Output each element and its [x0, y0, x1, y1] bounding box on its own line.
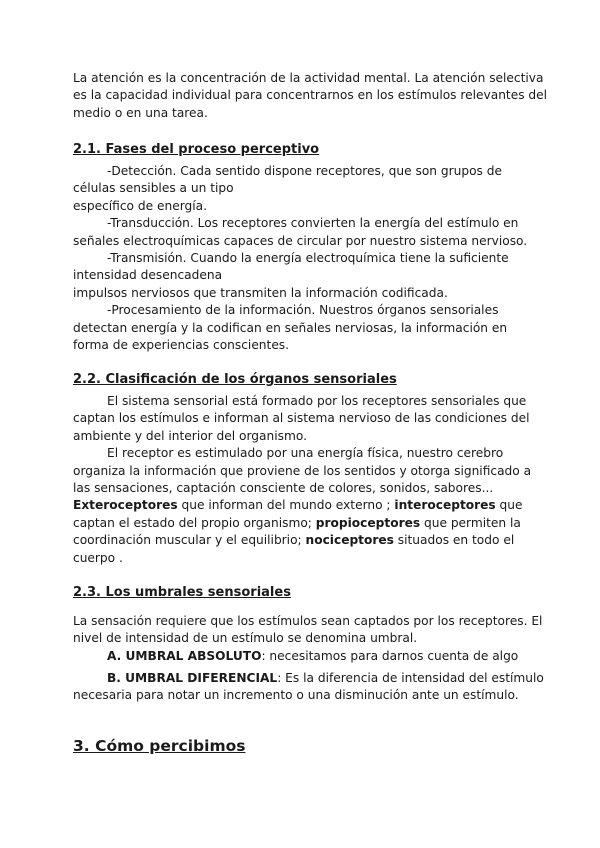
text-line [73, 497, 533, 514]
term-exteroceptores: Exteroceptores [73, 498, 178, 513]
term-umbral-absoluto: A. UMBRAL ABSOLUTO [107, 648, 262, 663]
text-line: ambiente y del interior del organismo. [73, 428, 307, 443]
section-heading-2-3: 2.3. Los umbrales sensoriales [73, 585, 291, 600]
text-line [73, 532, 533, 549]
text-line: organiza la información que proviene de los sentidos y otorga significado a [73, 463, 532, 478]
text-line: forma de experiencias conscientes. [73, 338, 290, 353]
text-line: células sensibles a un tipo [73, 181, 234, 196]
text-line: detectan energía y la codifican en señales nerviosas, la información en [73, 320, 508, 335]
text-line: impulsos nerviosos que transmiten la información codificada. [73, 285, 448, 300]
section-2-2-body [73, 393, 533, 567]
section-heading-2-1: 2.1. Fases del proceso perceptivo [73, 142, 320, 157]
text-line: nivel de intensidad de un estímulo se denomina umbral. [73, 631, 418, 646]
text-fragment: que permiten la [420, 515, 521, 530]
text-line: El sistema sensorial está formado por los receptores sensoriales que [107, 394, 527, 408]
text-line: -Detección. Cada sentido dispone receptores, que son grupos de [107, 164, 503, 178]
text-line: es la capacidad individual para concentrarnos en los estímulos relevantes del [73, 88, 548, 103]
text-fragment: : necesitamos para darnos cuenta de algo [261, 648, 519, 663]
text-line: medio o en una tarea. [73, 105, 208, 120]
text-line: La atención es la concentración de la actividad mental. La atención selectiva [73, 71, 544, 85]
text-line: -Transmisión. Cuando la energía electroquímica tiene la suficiente [107, 251, 509, 266]
section-2-1-body [73, 163, 533, 354]
section-heading-3: 3. Cómo percibimos [73, 737, 246, 755]
text-line: señales electroquímicas capaces de circular por nuestro sistema nervioso. [73, 233, 528, 248]
text-line: captan los estímulos e informan al sistema nervioso de las condiciones del [73, 411, 530, 426]
text-line: -Procesamiento de la información. Nuestros órganos sensoriales [107, 303, 499, 318]
section-heading-2-2: 2.2. Clasificación de los órganos sensoriales [73, 372, 397, 387]
text-fragment: situados en todo el [393, 533, 515, 548]
term-propioceptores: propioceptores [315, 515, 421, 530]
text-line [73, 515, 533, 532]
text-line: La sensación requiere que los estímulos sean captados por los receptores. El [73, 614, 543, 628]
section-2-3-diferencial [73, 670, 544, 705]
text-fragment: : Es la diferencia de intensidad del estímulo [277, 671, 544, 685]
intro-paragraph [73, 70, 548, 122]
text-line: intensidad desencadena [73, 268, 223, 283]
text-line: cuerpo . [73, 550, 123, 565]
term-nociceptores: nociceptores [305, 533, 394, 548]
text-fragment: que informan del mundo externo ; [177, 498, 395, 513]
text-fragment: coordinación muscular y el equilibrio; [73, 533, 306, 548]
text-fragment: captan el estado del propio organismo; [73, 515, 316, 530]
text-line [73, 670, 544, 687]
text-line: específico de energía. [73, 198, 207, 213]
text-fragment: que [495, 498, 523, 513]
section-2-3-body [73, 613, 543, 665]
text-line: las sensaciones, captación consciente de colores, sonidos, sabores... [73, 481, 494, 496]
text-line [73, 648, 533, 665]
text-line: necesaria para notar un incremento o una disminución ante un estímulo. [73, 688, 519, 703]
term-interoceptores: interoceptores [394, 498, 496, 513]
text-line: -Transducción. Los receptores convierten la energía del estímulo en [107, 216, 519, 231]
text-line: El receptor es estimulado por una energía física, nuestro cerebro [107, 446, 504, 461]
term-umbral-diferencial: B. UMBRAL DIFERENCIAL [107, 671, 278, 685]
